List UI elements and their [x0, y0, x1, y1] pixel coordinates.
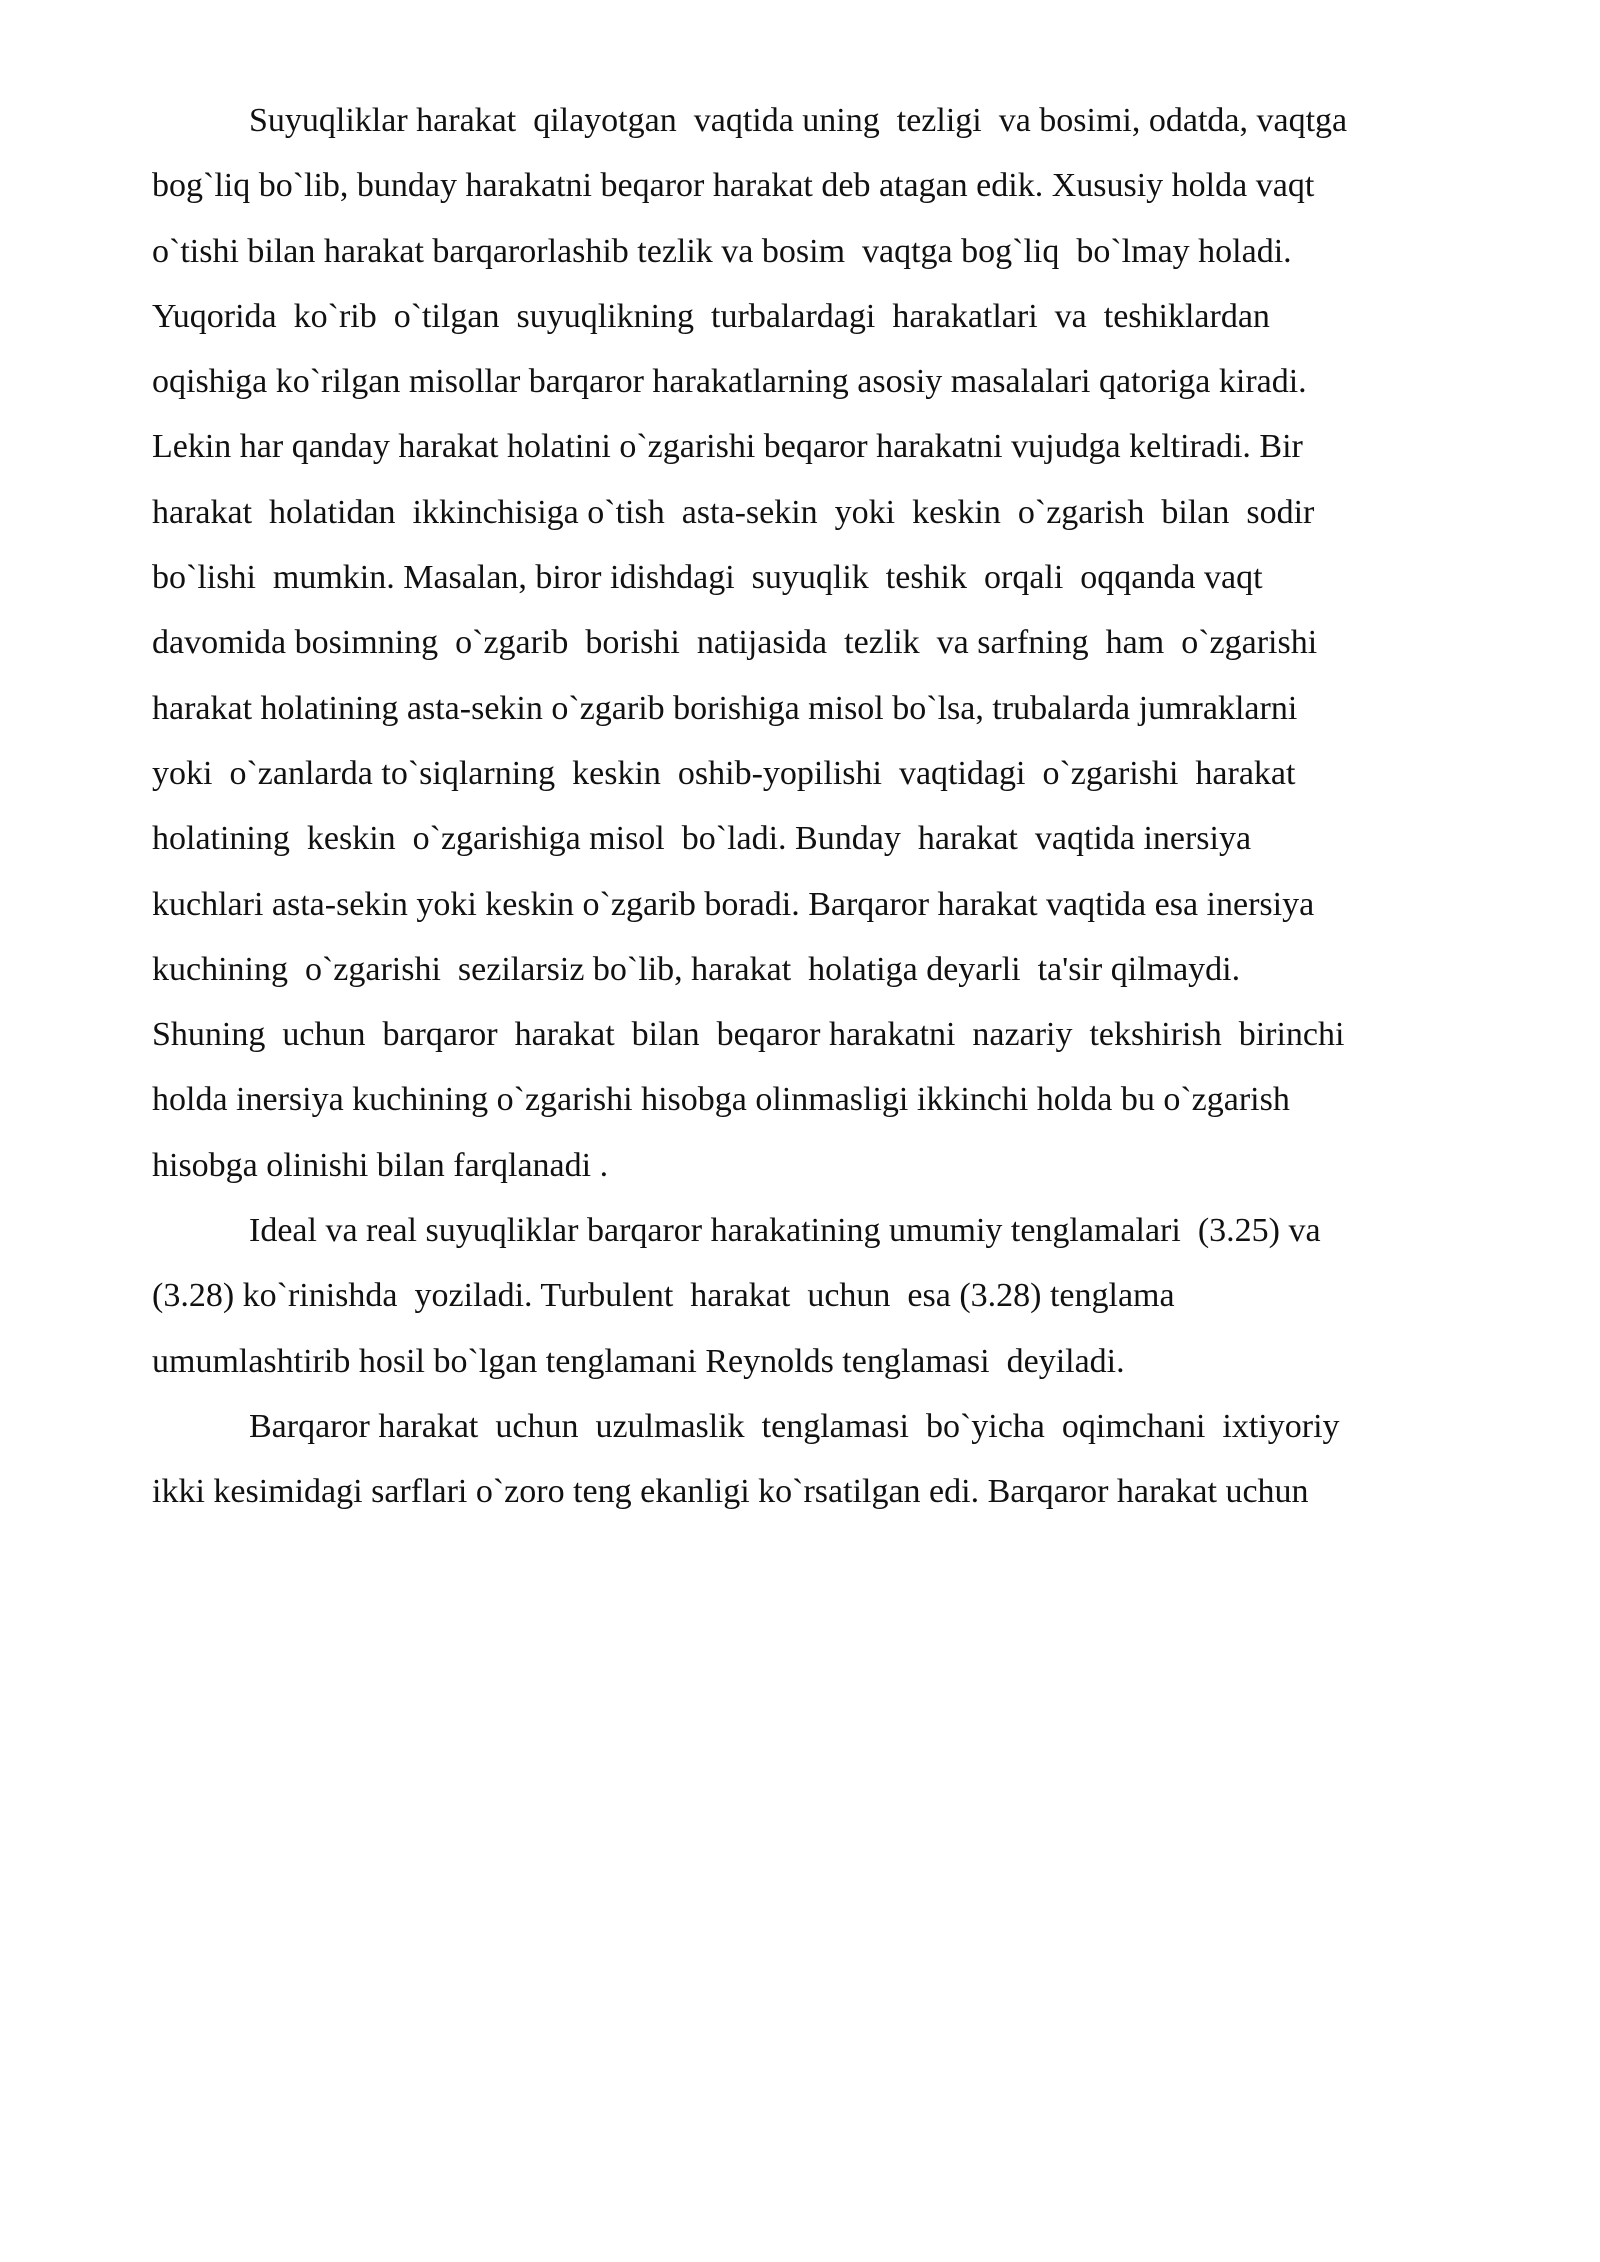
text-line: Ideal va real suyuqliklar barqaror harakatining umumiy tenglamalari (3.25) va	[249, 1212, 1321, 1250]
text-line: yoki o`zanlarda to`siqlarning keskin oshib-yopilishi vaqtidagi o`zgarishi harakat	[152, 754, 1296, 792]
body-text	[152, 88, 1472, 1525]
text-line: kuchining o`zgarishi sezilarsiz bo`lib, harakat holatiga deyarli ta'sir qilmaydi.	[152, 950, 1241, 988]
text-line: Barqaror harakat uchun uzulmaslik tenglamasi bo`yicha oqimchani ixtiyoriy	[249, 1407, 1340, 1445]
text-line: harakat holatidan ikkinchisiga o`tish asta-sekin yoki keskin o`zgarish bilan sodir	[152, 493, 1315, 531]
text-line: umumlashtirib hosil bo`lgan tenglamani Reynolds tenglamasi deyiladi.	[152, 1342, 1125, 1380]
text-line: kuchlari asta-sekin yoki keskin o`zgarib boradi. Barqaror harakat vaqtida esa inersiya	[152, 885, 1315, 923]
text-line: bog`liq bo`lib, bunday harakatni beqaror harakat deb atagan edik. Xususiy holda vaqt	[152, 167, 1315, 205]
text-line: holatining keskin o`zgarishiga misol bo`ladi. Bunday harakat vaqtida inersiya	[152, 820, 1252, 858]
text-line: Shuning uchun barqaror harakat bilan beqaror harakatni nazariy tekshirish birinchi	[152, 1016, 1345, 1054]
text-line: (3.28) ko`rinishda yoziladi. Turbulent harakat uchun esa (3.28) tenglama	[152, 1277, 1175, 1315]
text-line: ikki kesimidagi sarflari o`zoro teng ekanligi ko`rsatilgan edi. Barqaror harakat uchun	[152, 1473, 1309, 1511]
text-line: o`tishi bilan harakat barqarorlashib tezlik va bosim vaqtga bog`liq bo`lmay holadi.	[152, 232, 1292, 270]
text-line: harakat holatining asta-sekin o`zgarib borishiga misol bo`lsa, trubalarda jumraklarni	[152, 689, 1298, 727]
text-line: bo`lishi mumkin. Masalan, biror idishdagi suyuqlik teshik orqali oqqanda vaqt	[152, 559, 1263, 597]
text-line: Suyuqliklar harakat qilayotgan vaqtida uning tezligi va bosimi, odatda, vaqtga	[249, 102, 1348, 139]
text-line: holda inersiya kuchining o`zgarishi hisobga olinmasligi ikkinchi holda bu o`zgarish	[152, 1081, 1290, 1119]
text-line: hisobga olinishi bilan farqlanadi .	[152, 1146, 609, 1184]
text-line: davomida bosimning o`zgarib borishi natijasida tezlik va sarfning ham o`zgarishi	[152, 624, 1318, 662]
text-line: oqishiga ko`rilgan misollar barqaror harakatlarning asosiy masalalari qatoriga kiradi.	[152, 363, 1307, 401]
text-line: Yuqorida ko`rib o`tilgan suyuqlikning turbalardagi harakatlari va teshiklardan	[152, 297, 1270, 335]
text-line: Lekin har qanday harakat holatini o`zgarishi beqaror harakatni vujudga keltiradi. Bir	[152, 428, 1303, 466]
